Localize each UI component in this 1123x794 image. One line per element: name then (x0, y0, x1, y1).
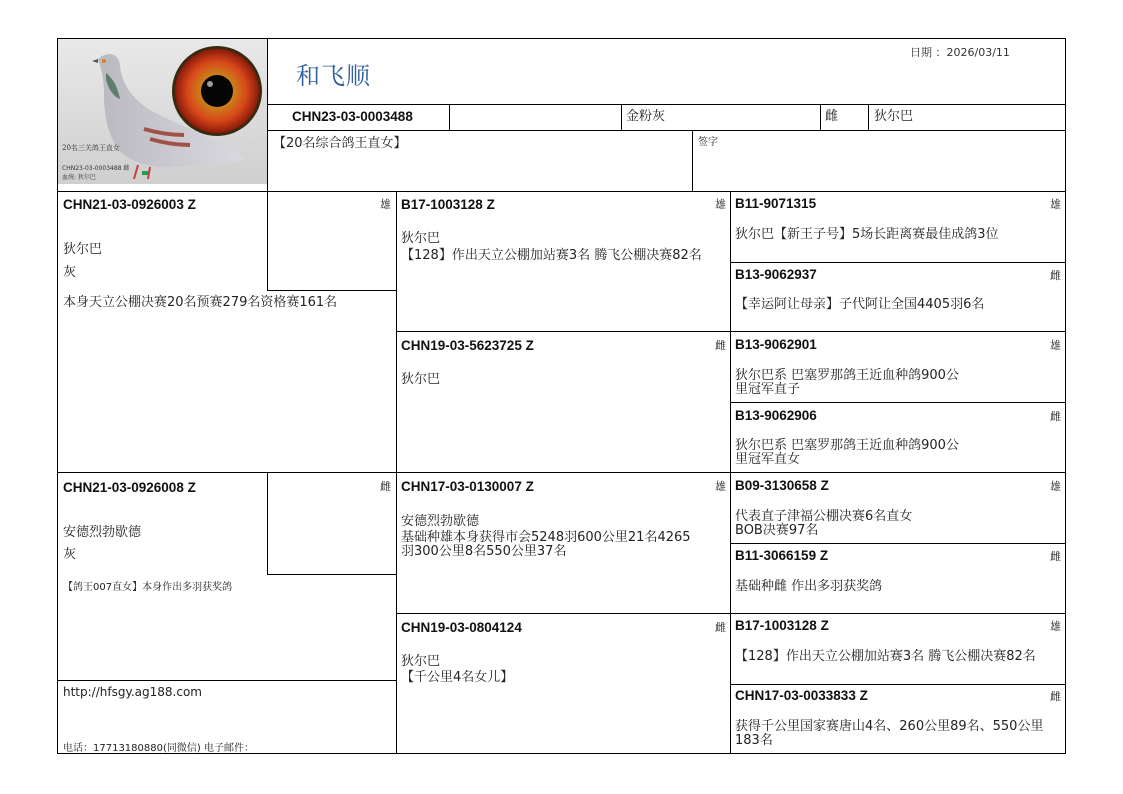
sire-sex: 雄 (380, 198, 391, 211)
ggp-note: 基础种雌 作出多羽获奖鸽 (735, 579, 883, 594)
ggp-ring: B13-9062906 (735, 408, 817, 423)
ggp-note: 【幸运阿让母亲】子代阿让全国4405羽6名 (735, 297, 985, 312)
subject-sex: 雌 (825, 109, 839, 124)
photo-caption-1: 20名三关鸽王直女 (62, 144, 120, 152)
gp-dd-note: 【千公里4名女儿】 (401, 670, 514, 685)
gp-dd-sex: 雌 (715, 621, 726, 634)
subject-color: 金粉灰 (626, 109, 666, 124)
gp-dd-strain: 狄尔巴 (401, 654, 441, 669)
ggp-sex: 雌 (1050, 410, 1061, 423)
gp-sd-strain: 狄尔巴 (401, 372, 441, 387)
dam-note: 【鸽王007直女】本身作出多羽获奖鸽 (63, 582, 233, 593)
ggp-ring: B13-9062901 (735, 337, 817, 352)
ggp-sex: 雄 (1050, 620, 1061, 633)
ggp-sex: 雌 (1050, 550, 1061, 563)
gp-ss-note: 【128】作出天立公棚加站赛3名 腾飞公棚决赛82名 (401, 248, 702, 263)
sire-ring: CHN21-03-0926003 Z (63, 197, 196, 212)
ggp-sex: 雄 (1050, 339, 1061, 352)
ggp-ring: B13-9062937 (735, 267, 817, 282)
subject-strain: 狄尔巴 (874, 109, 914, 124)
date-value: 2026/03/11 (946, 46, 1010, 59)
dam-strain: 安德烈勃歇德 (63, 525, 142, 540)
gp-ds-ring: CHN17-03-0130007 Z (401, 479, 534, 494)
ggp-note: 获得千公里国家赛唐山4名、260公里89名、550公里183名 (735, 719, 1044, 748)
gp-ds-strain: 安德烈勃歇德 (401, 514, 480, 529)
subject-ring: CHN23-03-0003488 (292, 109, 413, 124)
sire-note: 本身天立公棚决赛20名预赛279名资格赛161名 (63, 295, 338, 310)
owner-name: 和飞顺 (296, 62, 371, 90)
ggp-note: 【128】作出天立公棚加站赛3名 腾飞公棚决赛82名 (735, 649, 1036, 664)
ggp-ring: B17-1003128 Z (735, 618, 829, 633)
gp-sd-ring: CHN19-03-5623725 Z (401, 338, 534, 353)
sire-strain: 狄尔巴 (63, 242, 103, 257)
ggp-ring: CHN17-03-0033833 Z (735, 688, 868, 703)
ggp-sex: 雌 (1050, 269, 1061, 282)
date-label: 日期 ： (910, 46, 947, 59)
photo-caption-2: CHN23-03-0003488 雌 (62, 165, 130, 172)
gp-sd-sex: 雌 (715, 339, 726, 352)
photo-caption-3: 血统: 狄尔巴 (62, 174, 96, 181)
ggp-sex: 雄 (1050, 198, 1061, 211)
ggp-note: 狄尔巴系 巴塞罗那鸽王近血种鸽900公里冠军直子 (735, 368, 959, 397)
ggp-sex: 雄 (1050, 480, 1061, 493)
pigeon-photo (58, 39, 267, 184)
gp-dd-ring: CHN19-03-0804124 (401, 620, 522, 635)
gp-ss-ring: B17-1003128 Z (401, 197, 495, 212)
ggp-note: 代表直子津福公棚决赛6名直女BOB决赛97名 (735, 509, 913, 538)
website-link[interactable]: http://hfsgy.ag188.com (63, 685, 202, 699)
dam-ring: CHN21-03-0926008 Z (63, 480, 196, 495)
ggp-sex: 雌 (1050, 690, 1061, 703)
signature-label: 签字 (698, 137, 718, 148)
ggp-ring: B09-3130658 Z (735, 478, 829, 493)
contact-info: 电话：17713180880(同微信) 电子邮件： (63, 743, 254, 754)
sire-color: 灰 (63, 265, 77, 280)
ggp-ring: B11-3066159 Z (735, 548, 829, 563)
gp-ds-note: 基础种雄本身获得市会5248羽600公里21名4265羽300公里8名550公里37名 (401, 530, 691, 559)
dam-color: 灰 (63, 547, 77, 562)
gp-ss-sex: 雄 (715, 198, 726, 211)
gp-ds-sex: 雄 (715, 480, 726, 493)
dam-sex: 雌 (380, 480, 391, 493)
ggp-note: 狄尔巴系 巴塞罗那鸽王近血种鸽900公里冠军直女 (735, 438, 959, 467)
date-display (910, 44, 1010, 60)
ggp-ring: B11-9071315 (735, 196, 817, 211)
subject-note: 【20名综合鸽王直女】 (273, 136, 407, 151)
gp-ss-strain: 狄尔巴 (401, 231, 441, 246)
ggp-note: 狄尔巴【新王子号】5场长距离赛最佳成鸽3位 (735, 227, 999, 242)
